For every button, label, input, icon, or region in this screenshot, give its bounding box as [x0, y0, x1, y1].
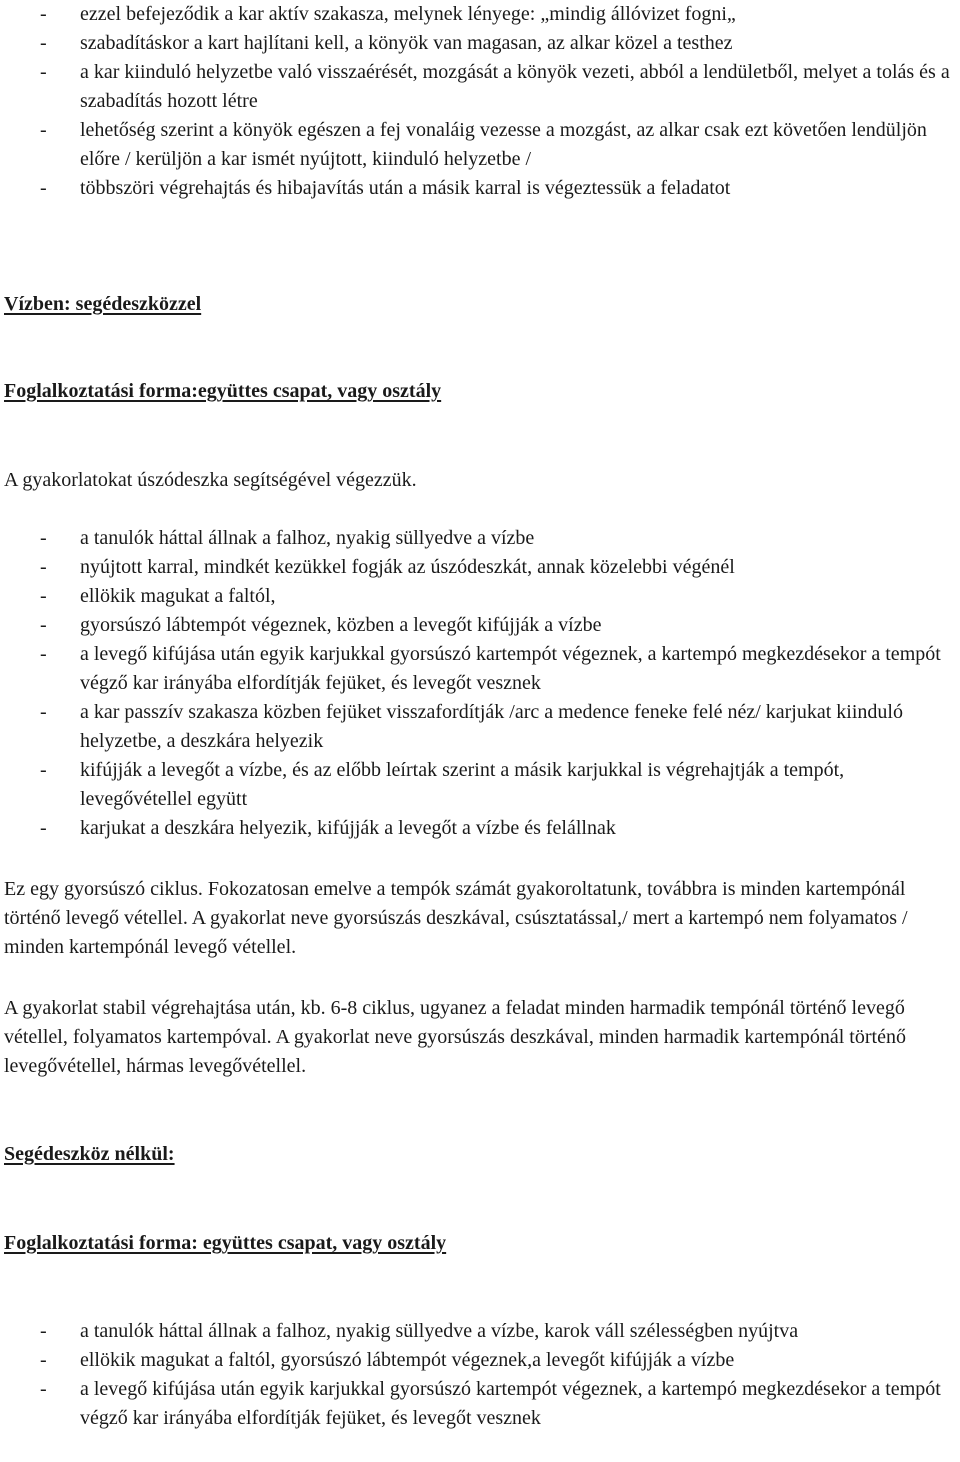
- intro-text: A gyakorlatokat úszódeszka segítségével végezzük.: [4, 469, 417, 491]
- paragraph-cycle: Ez egy gyorsúszó ciklus. Fokozatosan emelve a tempók számát gyakoroltatunk, továbbra is minden kartempónál történő levegő vétellel. A gyakorlat neve gyorsúszás deszkával, csúsztatással,/ mert a kartempó nem folyamatos / minden kartempónál levegő vétellel.: [4, 878, 908, 958]
- list-item: - a tanulók háttal állnak a falhoz, nyakig süllyedve a vízbe: [4, 524, 956, 553]
- section-heading-with-aid: Vízben: segédeszközzel: [4, 293, 202, 315]
- bullet-list-no-aid-exercise: [4, 1317, 956, 1433]
- list-item: - a tanulók háttal állnak a falhoz, nyakig süllyedve a vízbe, karok váll szélességben nyújtva: [4, 1317, 956, 1346]
- list-item: - ellökik magukat a faltól,: [4, 582, 956, 611]
- section-heading-organization-2: Foglalkoztatási forma: együttes csapat, vagy osztály: [4, 1232, 447, 1254]
- list-item: - a levegő kifújása után egyik karjukkal gyorsúszó kartempót végeznek, a kartempó megkezdésekor a tempót végző kar irányába elfordítják fejüket, és levegőt vesznek: [4, 1375, 956, 1433]
- list-item: - többszöri végrehajtás és hibajavítás után a másik karral is végeztessük a feladatot: [4, 174, 956, 203]
- list-item: - a kar passzív szakasza közben fejüket visszafordítják /arc a medence feneke felé néz/ karjukat kiinduló helyzetbe, a deszkára helyezik: [4, 698, 956, 756]
- list-item: - a kar kiinduló helyzetbe való visszaérését, mozgását a könyök vezeti, abból a lendületből, melyet a tolás és a szabadítás hozott létre: [4, 58, 956, 116]
- list-item: - nyújtott karral, mindkét kezükkel fogják az úszódeszkát, annak közelebbi végénél: [4, 553, 956, 582]
- list-item: - lehetőség szerint a könyök egészen a fej vonaláig vezesse a mozgást, az alkar csak ezt követően lendüljön előre / kerüljön a kar ismét nyújtott, kiinduló helyzetbe /: [4, 116, 956, 174]
- list-item: - kifújják a levegőt a vízbe, és az előbb leírtak szerint a másik karjukkal is végrehajtják a tempót, levegővétellel együtt: [4, 756, 956, 814]
- list-item: - ezzel befejeződik a kar aktív szakasza, melynek lényege: „mindig állóvizet fogni„: [4, 0, 956, 29]
- paragraph-third-stroke: A gyakorlat stabil végrehajtása után, kb. 6-8 ciklus, ugyanez a feladat minden harmadik tempónál történő levegő vétellel, folyamatos kartempóval. A gyakorlat neve gyorsúszás deszkával, minden harmadik kartempónál történő levegővétellel, hármas levegővétellel.: [4, 997, 906, 1077]
- list-item: - ellökik magukat a faltól, gyorsúszó lábtempót végeznek,a levegőt kifújják a vízbe: [4, 1346, 956, 1375]
- list-item: - szabadításkor a kart hajlítani kell, a könyök van magasan, az alkar közel a testhez: [4, 29, 956, 58]
- list-item: - karjukat a deszkára helyezik, kifújják a levegőt a vízbe és felállnak: [4, 814, 956, 843]
- section-heading-without-aid: Segédeszköz nélkül:: [4, 1143, 175, 1165]
- bullet-list-arm-technique: [4, 0, 956, 203]
- bullet-list-board-exercise: [4, 524, 956, 843]
- list-item: - gyorsúszó lábtempót végeznek, közben a levegőt kifújják a vízbe: [4, 611, 956, 640]
- section-heading-organization: Foglalkoztatási forma:együttes csapat, vagy osztály: [4, 380, 442, 402]
- list-item: - a levegő kifújása után egyik karjukkal gyorsúszó kartempót végeznek, a kartempó megkezdésekor a tempót végző kar irányába elfordítják fejüket, és levegőt vesznek: [4, 640, 956, 698]
